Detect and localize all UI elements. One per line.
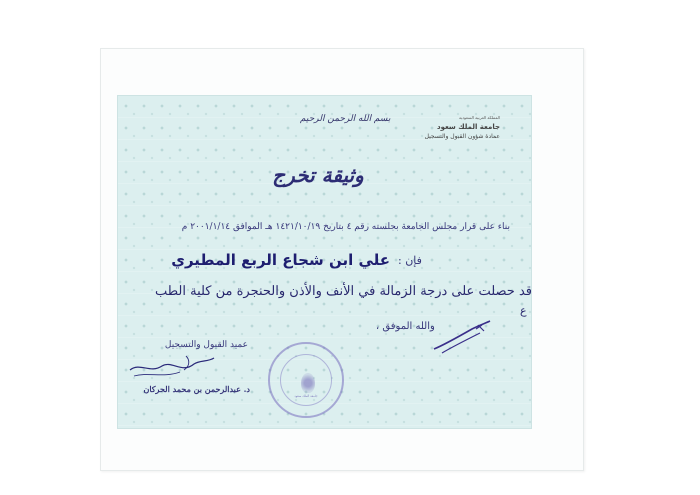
basmala: بسم الله الرحمن الرحيم <box>300 114 391 124</box>
dean-signature <box>126 352 216 382</box>
fellowship-suffix: ع <box>520 304 527 317</box>
seal-inner-ring <box>280 354 332 406</box>
palm-swords-emblem-icon <box>301 373 315 393</box>
dean-name: د. عبدالرحمن بن محمد الحركان <box>143 384 250 394</box>
university-seal <box>268 342 344 418</box>
name-prefix: فإن : <box>398 254 422 267</box>
decision-line: بناء على قرار مجلس الجامعة بجلسته رقم ٤ بتاريخ ١٤٢١/١٠/١٩ هـ الموافق ٢٠٠١/١/١٤ م <box>181 222 510 232</box>
dean-title: عميد القبول والتسجيل <box>164 340 248 350</box>
closing-phrase: والله الموفق ، <box>376 321 435 332</box>
graduate-name: علي ابن شجاع الربع المطيري <box>171 251 390 269</box>
fellowship-line: قد حصلت على درجة الزمالة في الأنف والأذن والحنجرة من كلية الطب <box>154 284 532 299</box>
document-title: وثيقة تخرج <box>272 163 364 187</box>
header-ministry: المملكة العربية السعودية <box>458 115 500 120</box>
header-deanship: عمادة شؤون القبول والتسجيل <box>424 133 500 140</box>
header-university: جامعة الملك سعود <box>437 123 500 131</box>
seal-text: جامعة الملك سعود <box>294 394 318 398</box>
signature-flourish <box>432 319 492 355</box>
